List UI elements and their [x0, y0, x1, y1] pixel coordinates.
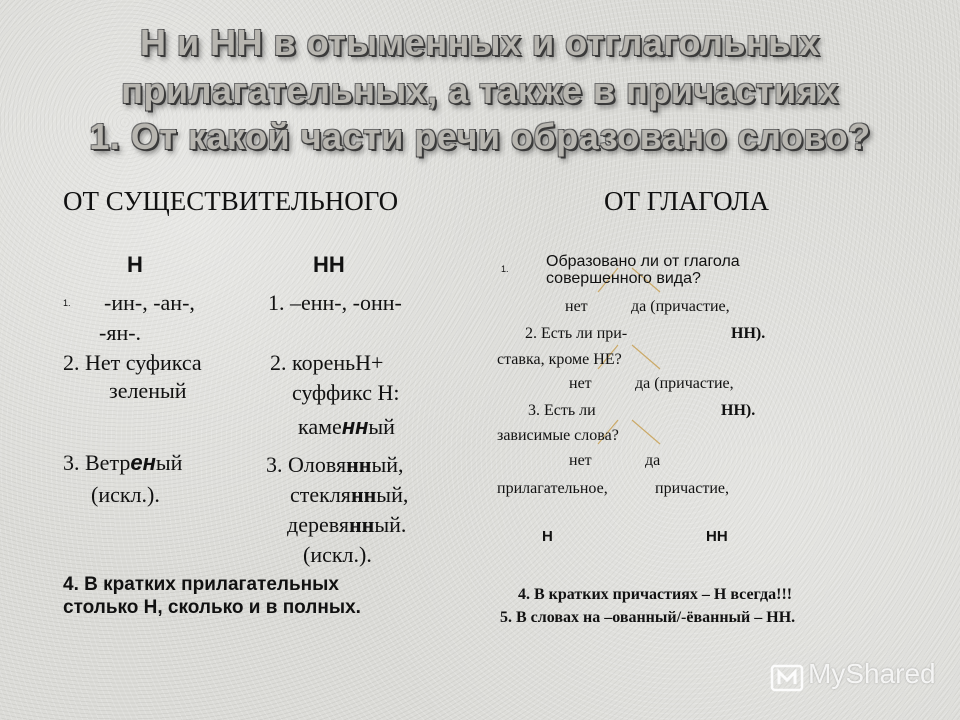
- example-part: ый: [368, 414, 395, 439]
- result-n: Н: [542, 528, 553, 545]
- item1-n-suffix-yan: -ян-.: [99, 320, 142, 345]
- result-participle: причастие,: [655, 480, 730, 497]
- left-header: ОТ СУЩЕСТВИТЕЛЬНОГО: [63, 186, 399, 216]
- q2-line-1: 2. Есть ли при-: [525, 325, 628, 342]
- item4-line-2: столько Н, сколько и в полных.: [63, 597, 361, 618]
- example-highlight: нн: [350, 482, 377, 507]
- example-highlight: нн: [346, 452, 372, 477]
- right-header: ОТ ГЛАГОЛА: [604, 186, 770, 216]
- item2-nn-example: [298, 414, 395, 440]
- col-nn-label: НН: [313, 252, 345, 277]
- a3-yes: да: [645, 452, 661, 469]
- example-part: 3. Ветр: [63, 450, 131, 475]
- watermark-text: MyShared: [808, 658, 936, 689]
- example-part: ый: [155, 450, 183, 475]
- item1-nn-suffixes: 1. –енн-, -онн-: [268, 290, 402, 315]
- q3-line-1: 3. Есть ли: [528, 402, 596, 419]
- q1-line-1: Образовано ли от глагола: [546, 253, 740, 270]
- col-n-label: Н: [127, 252, 143, 277]
- tree-line: [632, 345, 660, 369]
- item4-line-1: 4. В кратких прилагательных: [63, 574, 339, 595]
- item3-nn-example-1: [266, 452, 404, 478]
- q1-line-2: совершенного вида?: [546, 270, 701, 287]
- title-line-1: Н и НН в отыменных и отглагольных: [139, 22, 821, 63]
- item2-nn-suffix: суффикс Н:: [292, 380, 400, 405]
- example-highlight: ен: [130, 450, 156, 475]
- a3-no: нет: [569, 452, 592, 469]
- watermark-logo-icon: [770, 660, 804, 694]
- q2-line-2: ставка, кроме НЕ?: [497, 351, 622, 368]
- item3-n-exception: (искл.).: [91, 482, 160, 507]
- item2-n-text: 2. Нет суфикса: [63, 350, 202, 375]
- a2-nn: НН).: [721, 402, 756, 419]
- example-part: каме: [298, 414, 342, 439]
- example-part: 3. Оловя: [266, 452, 347, 477]
- item1-number: 1.: [63, 298, 71, 308]
- a2-no: нет: [569, 375, 592, 392]
- q1-number: 1.: [501, 264, 509, 274]
- title-line-2: прилагательных, а также в причастиях: [121, 70, 839, 111]
- result-nn: НН: [706, 528, 728, 545]
- rule-5: 5. В словах на –ованный/-ёванный – НН.: [500, 609, 796, 626]
- a1-yes: да (причастие,: [631, 298, 730, 315]
- title-line-3: 1. От какой части речи образовано слово?: [89, 116, 871, 157]
- example-part: деревя: [287, 512, 349, 537]
- rule-4: 4. В кратких причастиях – Н всегда!!!: [518, 586, 793, 603]
- item2-n-example: зеленый: [109, 378, 187, 403]
- item2-nn-text: 2. кореньН+: [270, 350, 384, 375]
- example-highlight: нн: [348, 512, 375, 537]
- item3-nn-example-2: [290, 482, 408, 508]
- item1-n-suffixes: -ин-, -ан-,: [104, 290, 195, 315]
- example-part: ый,: [371, 452, 404, 477]
- q3-line-2: зависимые слова?: [497, 427, 619, 444]
- a1-no: нет: [565, 298, 588, 315]
- tree-line: [632, 420, 660, 444]
- a2-yes: да (причастие,: [635, 375, 734, 392]
- example-highlight: нн: [341, 414, 369, 439]
- item3-nn-example-3: [287, 512, 406, 538]
- item3-n-example: [63, 450, 182, 476]
- example-part: ый.: [374, 512, 407, 537]
- result-adjective: прилагательное,: [497, 480, 608, 497]
- a1-nn: НН).: [731, 325, 766, 342]
- example-part: стекля: [290, 482, 351, 507]
- example-part: ый,: [376, 482, 409, 507]
- item3-nn-exception: (искл.).: [303, 542, 372, 567]
